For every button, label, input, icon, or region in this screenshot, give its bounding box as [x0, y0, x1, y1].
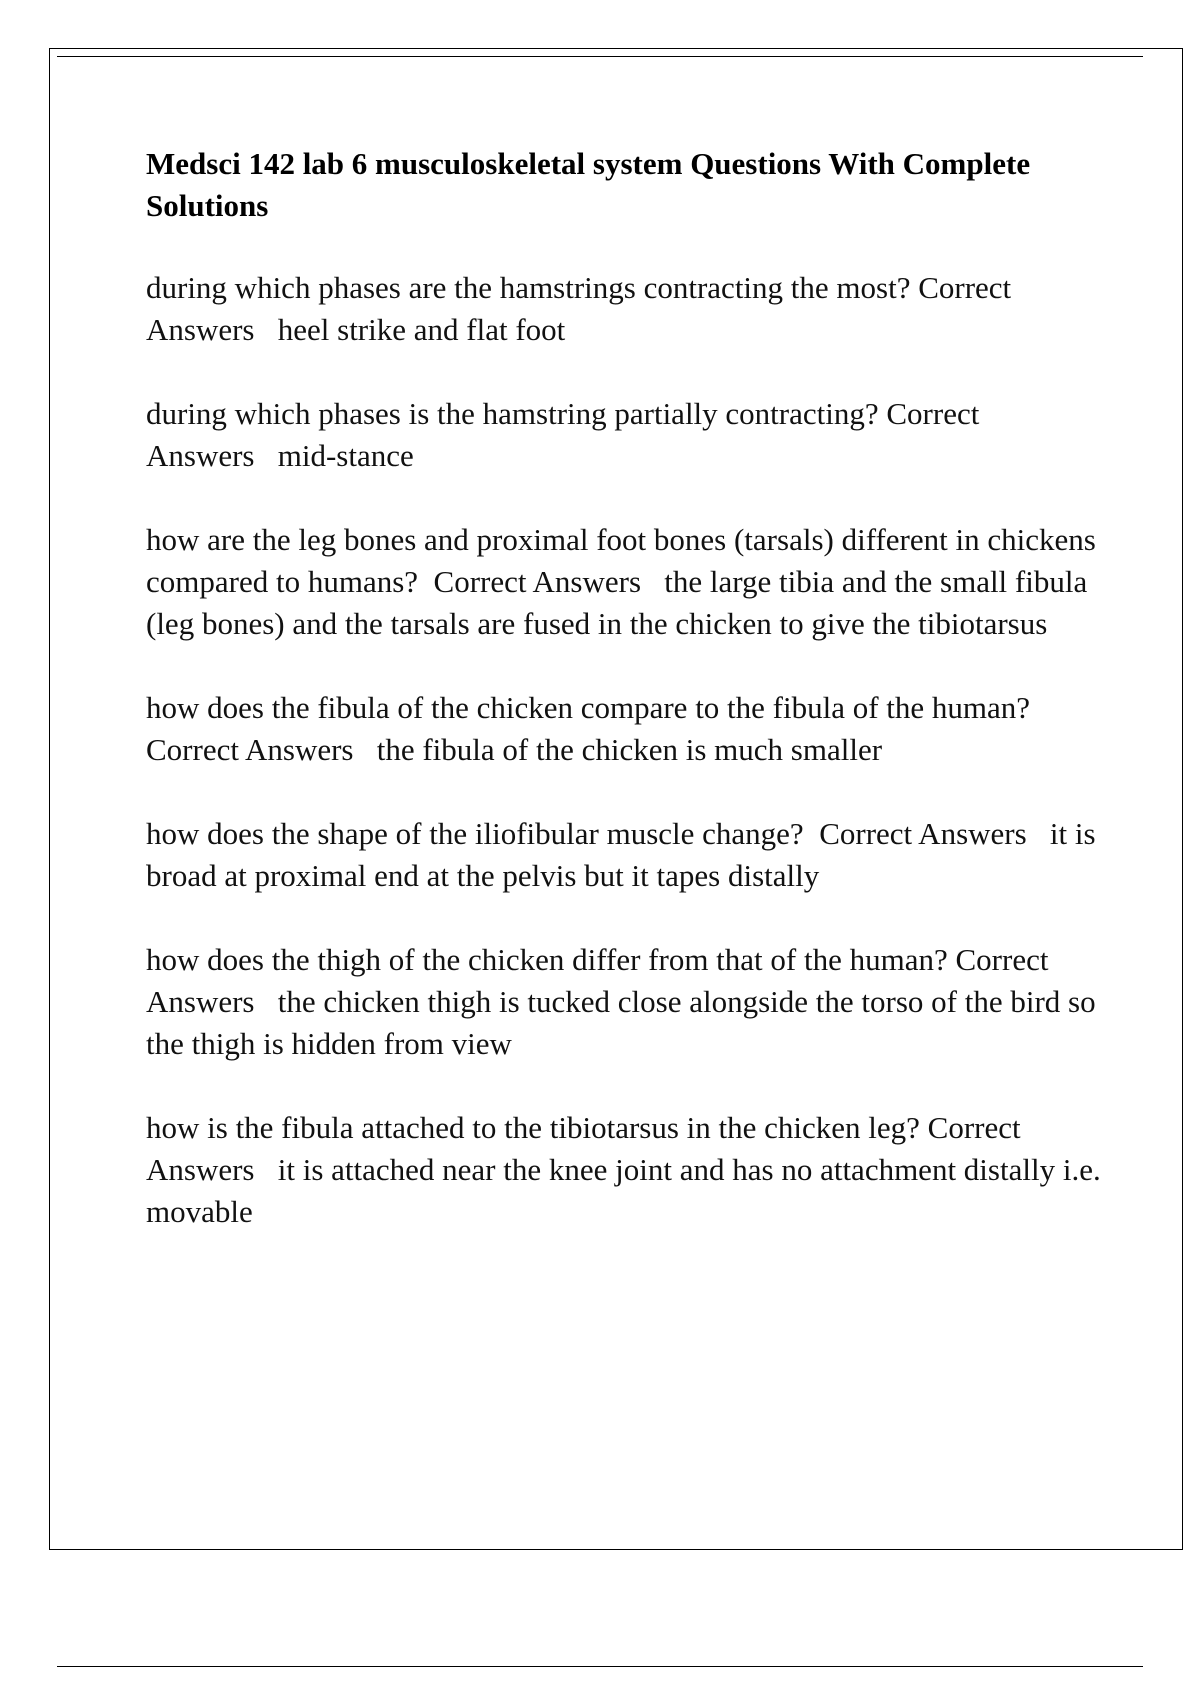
qa-item-7 — [146, 1107, 1109, 1233]
question-text: how does the fibula of the chicken compare to the fibula of the human? — [146, 690, 1031, 725]
header-rule — [57, 56, 1143, 57]
answer-text: mid-stance — [277, 438, 414, 473]
document-title: Medsci 142 lab 6 musculoskeletal system Questions With Complete Solutions — [146, 146, 1031, 223]
answer-text: it is broad at proximal end at the pelvis but it tapes distally — [146, 816, 1104, 893]
question-text: during which phases are the hamstrings contracting the most? — [146, 270, 911, 305]
answer-label: Correct Answers — [146, 396, 986, 473]
document-body — [146, 143, 1109, 1275]
qa-item-6 — [146, 939, 1106, 1065]
answer-text: the fibula of the chicken is much smaller — [376, 732, 883, 767]
footer-rule — [57, 1666, 1143, 1667]
question-text: during which phases is the hamstring partially contracting? — [146, 396, 879, 431]
qa-item-2 — [146, 393, 1106, 477]
answer-label: Correct Answers — [819, 816, 1027, 851]
answer-label: Correct Answers — [146, 1110, 1027, 1187]
answer-label: Correct Answers — [146, 732, 354, 767]
answer-text: heel strike and flat foot — [277, 312, 566, 347]
qa-item-3 — [146, 519, 1106, 645]
question-text: how does the shape of the iliofibular muscle change? — [146, 816, 804, 851]
answer-label: Correct Answers — [146, 270, 1018, 347]
answer-label: Correct Answers — [433, 564, 642, 599]
answer-text: it is attached near the knee joint and has no attachment distally i.e. movable — [146, 1152, 1109, 1229]
answer-label: Correct Answers — [146, 942, 1055, 1019]
qa-item-5 — [146, 813, 1106, 897]
answer-text: the large tibia and the small fibula (leg bones) and the tarsals are fused in the chicken to give the tibiotarsus — [146, 564, 1095, 641]
qa-item-4 — [146, 687, 1106, 771]
question-text: how does the thigh of the chicken differ from that of the human? — [146, 942, 948, 977]
question-text: how are the leg bones and proximal foot bones (tarsals) different in chickens compared to humans? — [146, 522, 1104, 599]
question-text: how is the fibula attached to the tibiotarsus in the chicken leg? — [146, 1110, 920, 1145]
answer-text: the chicken thigh is tucked close alongside the torso of the bird so the thigh is hidden from view — [146, 984, 1104, 1061]
qa-item-1 — [146, 267, 1106, 351]
